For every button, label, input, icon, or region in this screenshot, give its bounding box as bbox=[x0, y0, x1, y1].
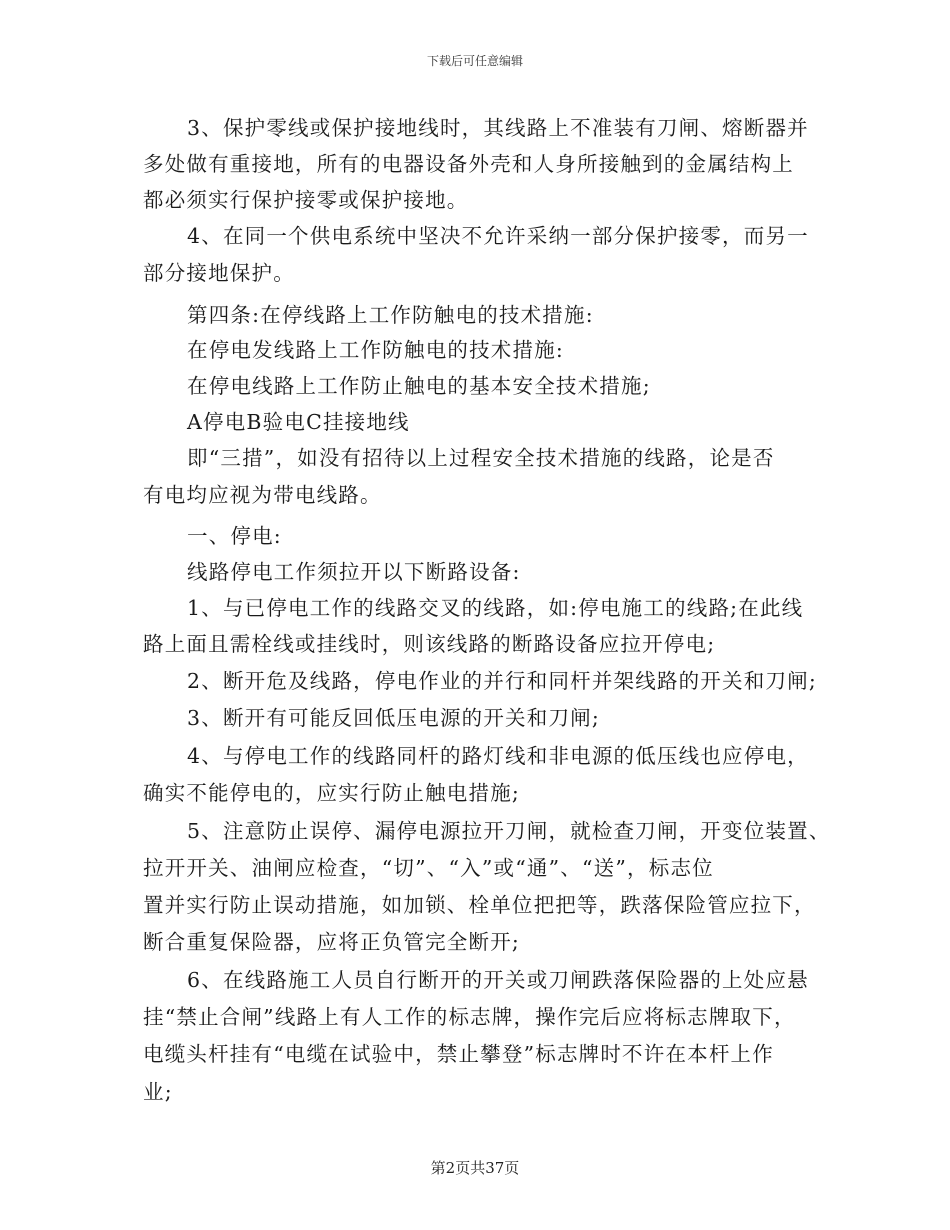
text-line: 都必须实行保护接零或保护接地。 bbox=[143, 188, 469, 212]
text-line: 在停电线路上工作防止触电的基本安全技术措施; bbox=[187, 374, 651, 398]
text-line: A停电B验电C挂接地线 bbox=[187, 410, 410, 434]
text-line: 断合重复保险器，应将正负管完全断开; bbox=[143, 930, 521, 954]
text-line: 第四条:在停线路上工作防触电的技术措施: bbox=[187, 303, 594, 327]
text-line: 一、停电: bbox=[187, 524, 282, 548]
text-line: 部分接地保护。 bbox=[143, 261, 295, 285]
text-line: 1、与已停电工作的线路交叉的线路，如:停电施工的线路;在此线 bbox=[187, 596, 804, 620]
text-line: 线路停电工作须拉开以下断路设备: bbox=[187, 560, 521, 584]
text-line: 4、在同一个供电系统中坚决不允许采纳一部分保护接零，而另一 bbox=[187, 224, 809, 248]
text-line: 挂“禁止合闸”线路上有人工作的标志牌，操作完后应将标志牌取下， bbox=[143, 1005, 796, 1029]
text-line: 业; bbox=[143, 1080, 173, 1104]
text-line: 拉开开关、油闸应检查，“切”、“入”或“通”、“送”，标志位 bbox=[143, 856, 714, 880]
text-line: 3、断开有可能反回低压电源的开关和刀闸; bbox=[187, 706, 600, 730]
text-line: 4、与停电工作的线路同杆的路灯线和非电源的低压线也应停电， bbox=[187, 744, 809, 768]
text-line: 5、注意防止误停、漏停电源拉开刀闸，就检查刀闸，开变位装置、 bbox=[187, 819, 831, 843]
text-line: 在停电发线路上工作防触电的技术措施: bbox=[187, 338, 565, 362]
page-header: 下载后可任意编辑 bbox=[426, 54, 523, 68]
text-line: 电缆头杆挂有“电缆在试验中，禁止攀登”标志牌时不许在本杆上作 bbox=[143, 1042, 774, 1066]
text-line: 多处做有重接地，所有的电器设备外壳和人身所接触到的金属结构上 bbox=[143, 152, 794, 176]
text-line: 有电均应视为带电线路。 bbox=[143, 483, 382, 507]
text-line: 6、在线路施工人员自行断开的开关或刀闸跌落保险器的上处应悬 bbox=[187, 968, 809, 992]
text-line: 3、保护零线或保护接地线时，其线路上不准装有刀闸、熔断器并 bbox=[187, 116, 809, 140]
text-line: 置并实行防止误动措施，如加锁、栓单位把把等，跌落保险管应拉下， bbox=[143, 893, 816, 917]
text-line: 确实不能停电的，应实行防止触电措施; bbox=[143, 781, 521, 805]
text-line: 2、断开危及线路，停电作业的并行和同杆并架线路的开关和刀闸; bbox=[187, 669, 817, 693]
text-line: 路上面且需栓线或挂线时，则该线路的断路设备应拉开停电; bbox=[143, 632, 716, 656]
text-line: 即“三措”，如没有招待以上过程安全技术措施的线路，论是否 bbox=[187, 446, 775, 470]
page-number: 第2页共37页 bbox=[430, 1159, 520, 1177]
